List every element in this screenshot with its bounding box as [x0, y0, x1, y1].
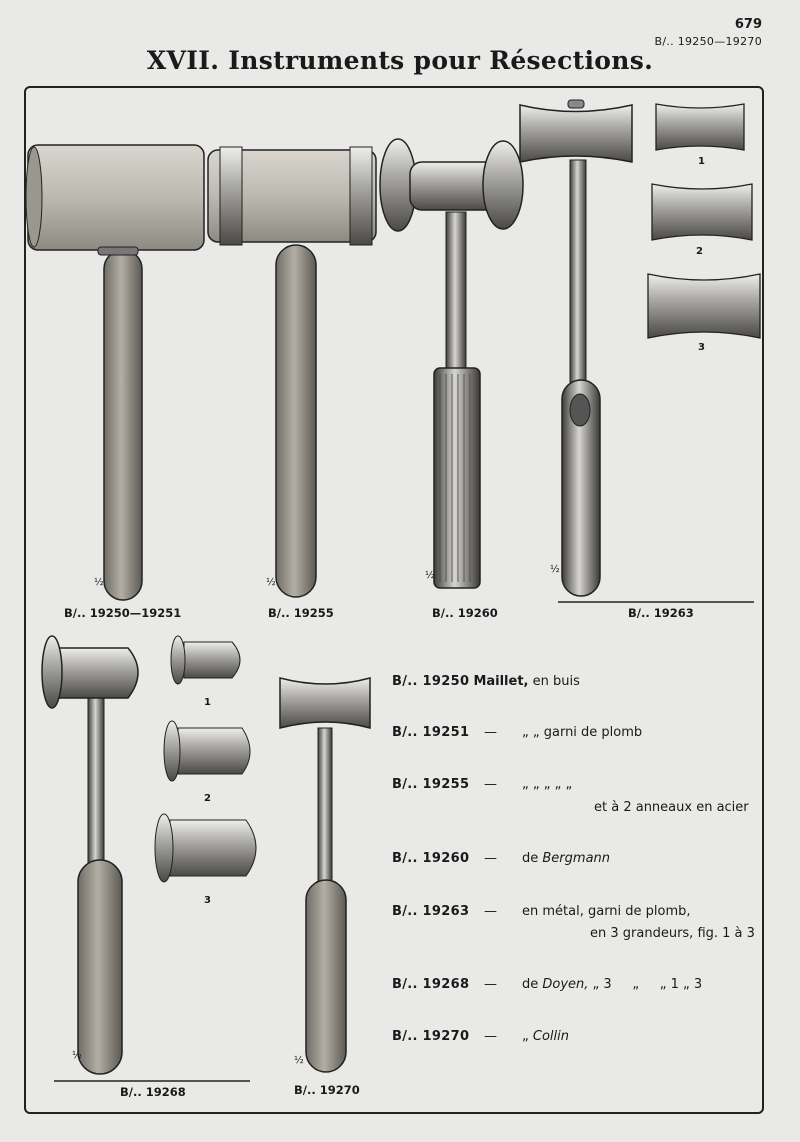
caption-19255: B/.. 19255 — [268, 606, 334, 620]
scale-mark: ½ — [72, 1050, 82, 1061]
entry-text-after: „ 3 „ „ 1 „ 3 — [588, 977, 703, 992]
entry-19270 — [392, 1029, 569, 1044]
entry-code: B/.. 19251 — [392, 725, 470, 740]
entry-19260 — [392, 851, 611, 866]
entry-19268 — [392, 977, 703, 992]
mallet-19255-illustration — [208, 147, 376, 597]
page-title: XVII. Instruments pour Résections. — [146, 46, 654, 75]
figure-number: 2 — [696, 246, 703, 257]
entry-dash: — — [484, 977, 497, 992]
entry-code: B/.. 19260 — [392, 851, 470, 866]
scale-mark: ½ — [550, 564, 560, 575]
entry-dash: — — [484, 777, 497, 792]
mallet-19263-illustration — [520, 100, 760, 596]
entry-dash: — — [484, 851, 497, 866]
entry-code: B/.. 19270 — [392, 1029, 470, 1044]
figure-number: 1 — [698, 156, 705, 167]
entry-text: „ — [522, 1029, 533, 1044]
entry-text: de — [522, 977, 543, 992]
entry-text: en métal, garni de plomb, — [522, 904, 691, 919]
entry-19263 — [392, 904, 691, 919]
figure-number: 3 — [698, 342, 705, 353]
entry-code: B/.. 19263 — [392, 904, 470, 919]
scale-mark: ½ — [294, 1055, 304, 1066]
caption-19250-19251: B/.. 19250—19251 — [64, 606, 182, 620]
caption-19260: B/.. 19260 — [432, 606, 498, 620]
entry-19263-continued: en 3 grandeurs, fig. 1 à 3 — [590, 926, 755, 941]
entry-19251 — [392, 725, 643, 740]
entry-code: B/.. 19250 — [392, 674, 470, 689]
entry-19250 — [392, 674, 580, 689]
page-number: 679 — [734, 17, 762, 32]
scale-mark: ½ — [94, 577, 104, 588]
entry-name: Bergmann — [542, 851, 611, 866]
entry-dash: — — [484, 725, 497, 740]
entry-title: Maillet, — [473, 674, 529, 689]
entry-text: de — [522, 851, 543, 866]
caption-19263: B/.. 19263 — [628, 606, 694, 620]
entry-text: „ „ „ „ „ — [522, 777, 573, 792]
mallet-19270-illustration — [280, 678, 370, 1072]
entry-19255 — [392, 777, 573, 792]
entry-dash: — — [484, 1029, 497, 1044]
mallet-19260-illustration — [380, 139, 523, 588]
entry-19255-continued: et à 2 anneaux en acier — [594, 800, 749, 815]
caption-19270: B/.. 19270 — [294, 1083, 360, 1097]
page-range: B/.. 19250—19270 — [654, 35, 762, 48]
entry-code: B/.. 19255 — [392, 777, 470, 792]
scale-mark: ½ — [266, 577, 276, 588]
entry-name: Collin — [532, 1029, 569, 1044]
entry-text: en buis — [528, 674, 580, 689]
scale-mark: ½ — [425, 570, 435, 581]
entry-name: Doyen, — [542, 977, 589, 992]
figure-number: 2 — [204, 793, 211, 804]
entry-text: „ „ garni de plomb — [522, 725, 643, 740]
mallet-19268-illustration — [42, 636, 256, 1074]
mallet-19250-illustration — [26, 145, 204, 600]
entry-dash: — — [484, 904, 497, 919]
entry-code: B/.. 19268 — [392, 977, 470, 992]
caption-19268: B/.. 19268 — [120, 1085, 186, 1099]
figure-number: 1 — [204, 697, 211, 708]
figure-number: 3 — [204, 895, 211, 906]
